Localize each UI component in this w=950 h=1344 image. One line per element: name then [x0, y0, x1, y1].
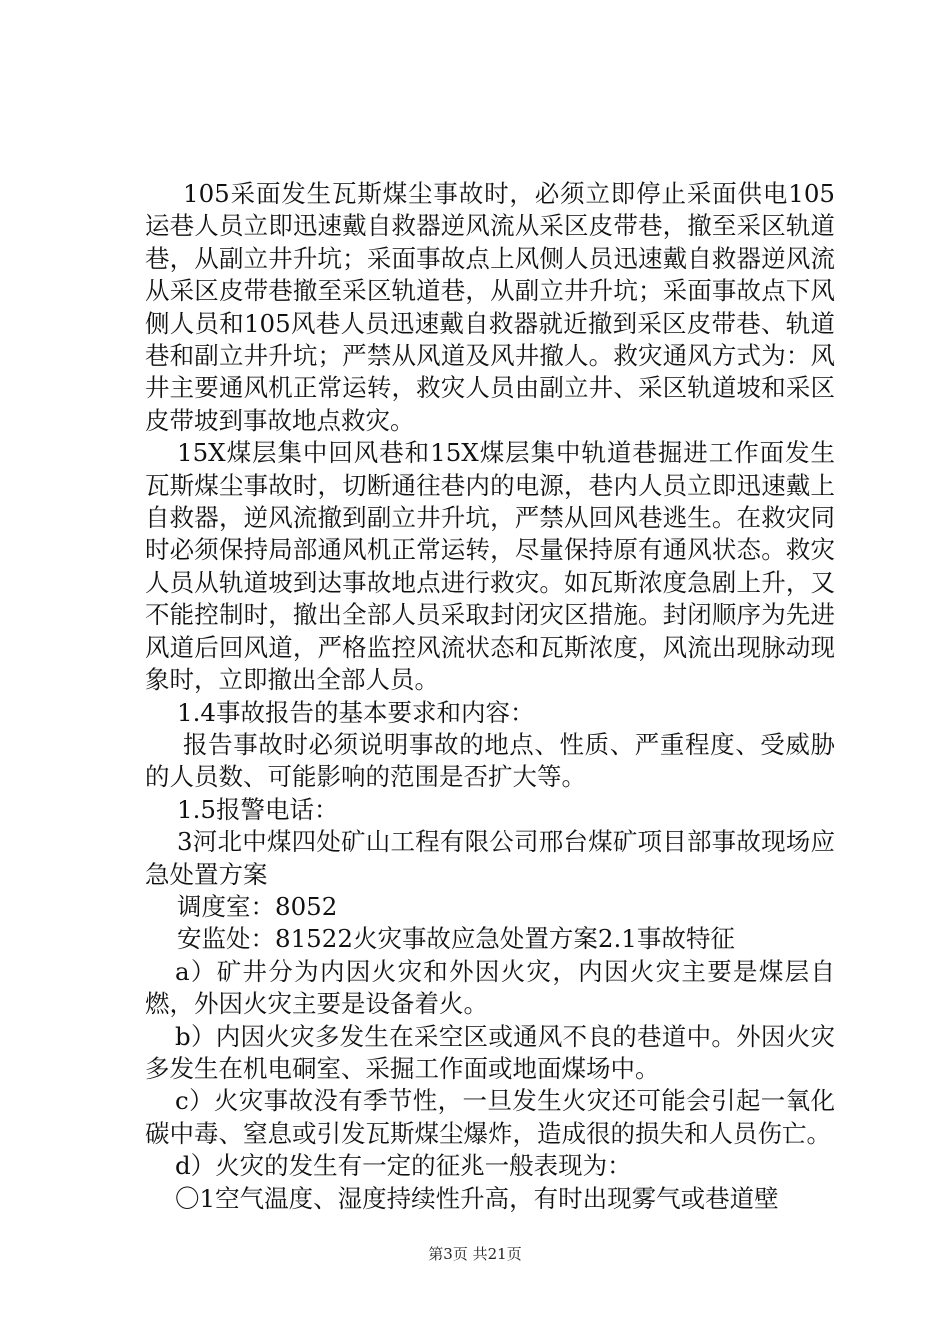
paragraph-report-content: 报告事故时必须说明事故的地点、性质、严重程度、受威胁的人员数、可能影响的范围是否扩大等。 — [145, 729, 835, 792]
paragraph-fire-item-b: b）内因火灾多发生在采空区或通风不良的巷道中。外因火灾多发生在机电硐室、采掘工作面或地面煤场中。 — [145, 1021, 835, 1083]
paragraph-safety-phone: 安监处：81522火灾事故应急处置方案2.1事故特征 — [177, 924, 735, 954]
document-body — [145, 178, 835, 1215]
paragraph-fire-item-c: c）火灾事故没有季节性，一旦发生火灾还可能会引起一氧化碳中毒、窒息或引发瓦斯煤尘爆炸，造成很的损失和人员伤亡。 — [145, 1086, 835, 1148]
heading-alarm-phone: 1.5报警电话： — [177, 794, 339, 824]
paragraph-dispatch-phone: 调度室：8052 — [177, 891, 338, 921]
page-footer: 第3页 共21页 — [428, 1245, 522, 1263]
paragraph-gas-accident-105: 105采面发生瓦斯煤尘事故时，必须立即停止采面供电105运巷人员立即迅速戴自救器逆风流从采区皮带巷，撤至采区轨道巷，从副立井升坑；采面事故点上风侧人员迅速戴自救器逆风流从采区皮带巷撤至采区轨道巷，从副立井升坑；采面事故点下风侧人员和105风巷人员迅速戴自救器就近撤到采区皮带巷、轨道巷和副立井升坑；严禁从风道及风井撤人。救灾通风方式为：风井主要通风机正常运转，救灾人员由副立井、采区轨道坡和采区皮带坡到事故地点救灾。 — [145, 179, 835, 435]
paragraph-fire-item-d: d）火灾的发生有一定的征兆一般表现为： — [175, 1151, 632, 1181]
paragraph-fire-item-a: a）矿井分为内因火灾和外因火灾，内因火灾主要是煤层自燃，外因火灾主要是设备着火。 — [145, 956, 835, 1019]
paragraph-fire-sign-1: 〇1空气温度、湿度持续性升高，有时出现雾气或巷道壁 — [175, 1183, 779, 1213]
heading-report-requirements: 1.4事故报告的基本要求和内容： — [177, 697, 535, 727]
paragraph-gas-accident-15x: 15X煤层集中回风巷和15X煤层集中轨道巷掘进工作面发生瓦斯煤尘事故时，切断通往巷内的电源，巷内人员立即迅速戴上自救器，逆风流撤到副立井升坑，严禁从回风巷逃生。在救灾同时必须保持局部通风机正常运转，尽量保持原有通风状态。救灾人员从轨道坡到达事故地点进行救灾。如瓦斯浓度急剧上升，又不能控制时，撤出全部人员采取封闭灾区措施。封闭顺序为先进风道后回风道，严格监控风流状态和瓦斯浓度，风流出现脉动现象时，立即撤出全部人员。 — [145, 438, 835, 695]
paragraph-company-plan-title: 3河北中煤四处矿山工程有限公司邢台煤矿项目部事故现场应急处置方案 — [145, 827, 835, 889]
